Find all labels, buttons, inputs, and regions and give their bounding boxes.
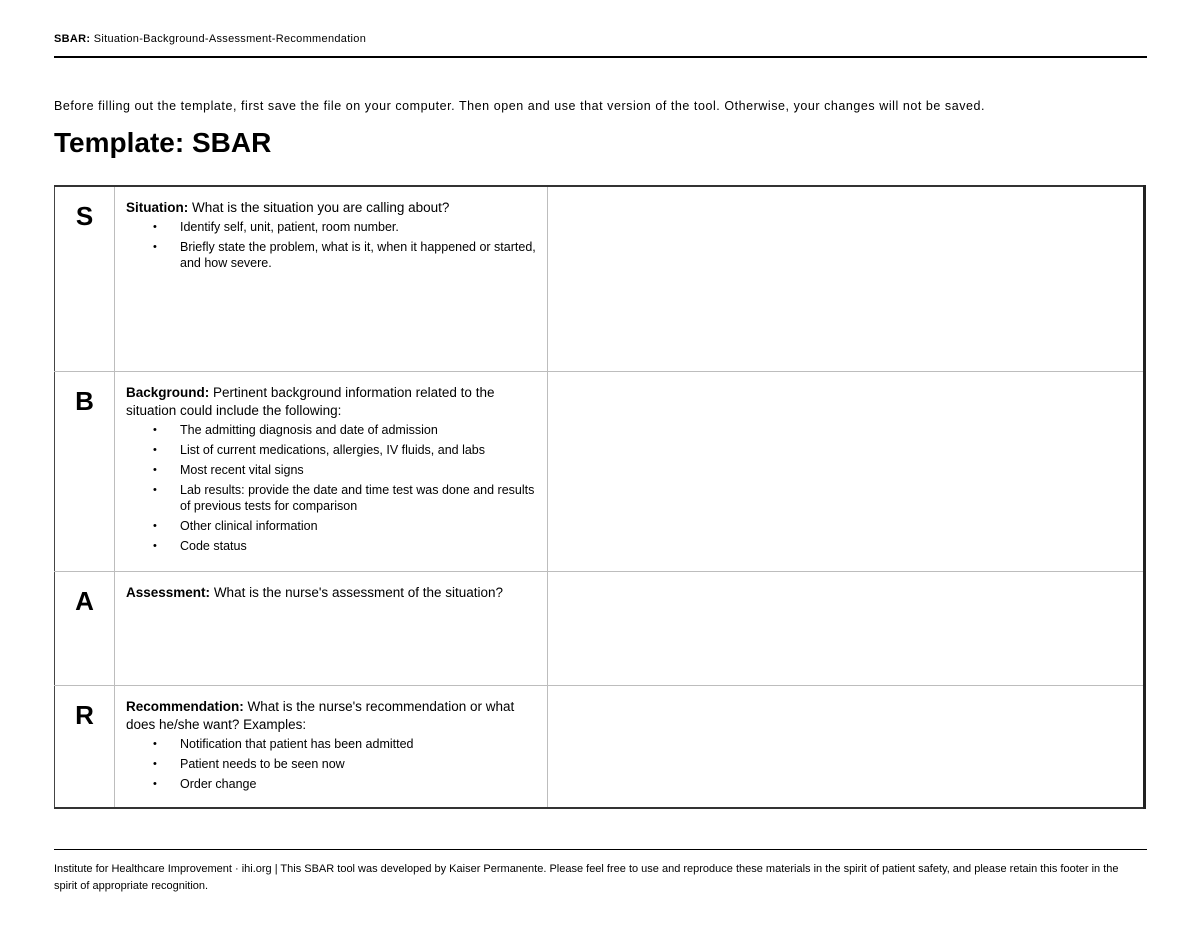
row-label: Background: bbox=[126, 384, 210, 400]
bullet-icon: • bbox=[153, 443, 157, 456]
bullet-icon: • bbox=[153, 463, 157, 476]
list-item: • Other clinical information bbox=[153, 518, 318, 533]
sbar-row-recommendation bbox=[55, 685, 1145, 808]
bullet-icon: • bbox=[153, 737, 157, 750]
row-text: Pertinent background information related to the situation could include the following: bbox=[126, 384, 495, 418]
row-letter: B bbox=[75, 385, 94, 416]
list-item: • Briefly state the problem, what is it, when it happened or started, and how severe. bbox=[153, 240, 536, 270]
row-label: Recommendation: bbox=[126, 698, 244, 714]
bullet-icon: • bbox=[153, 757, 157, 770]
page-title: Template: SBAR bbox=[54, 127, 272, 158]
description-cell bbox=[115, 371, 548, 571]
page-footer: Institute for Healthcare Improvement · ihi.org | This SBAR tool was developed by Kaiser Permanente. Please feel free to use and reproduce these materials in the spirit of patient safety, and please retain this footer in the spirit of appropriate recognition. bbox=[54, 863, 1119, 892]
bullet-icon: • bbox=[153, 777, 157, 790]
letter-cell bbox=[55, 571, 115, 685]
row-letter: S bbox=[75, 201, 94, 231]
list-item: • Code status bbox=[153, 538, 247, 553]
footer-divider bbox=[54, 849, 1147, 850]
list-item: • The admitting diagnosis and date of admission bbox=[153, 422, 438, 437]
list-item: • Identify self, unit, patient, room number. bbox=[153, 220, 399, 234]
bullet-icon: • bbox=[153, 241, 157, 253]
bullet-list bbox=[126, 219, 537, 271]
row-text: What is the situation you are calling about? bbox=[192, 200, 450, 215]
response-field-assessment[interactable] bbox=[548, 571, 1145, 685]
bullet-icon: • bbox=[153, 519, 157, 532]
row-text: What is the nurse's recommendation or what does he/she want? Examples: bbox=[126, 698, 515, 732]
letter-cell bbox=[55, 186, 115, 371]
description-cell bbox=[115, 685, 548, 808]
header-brand: SBAR: bbox=[54, 33, 91, 45]
sbar-row-background bbox=[55, 371, 1145, 571]
bullet-icon: • bbox=[153, 221, 157, 233]
page-header bbox=[54, 33, 366, 45]
sbar-row-situation bbox=[55, 186, 1145, 371]
header-subtitle: Situation-Background-Assessment-Recommendation bbox=[93, 33, 367, 45]
response-field-recommendation[interactable] bbox=[548, 685, 1145, 808]
bullet-list bbox=[126, 736, 537, 792]
intro-instructions: Before filling out the template, first save the file on your computer. Then open and use that version of the tool. Otherwise, your changes will not be saved. bbox=[54, 99, 986, 113]
list-item: • Order change bbox=[153, 776, 257, 791]
row-text: What is the nurse's assessment of the situation? bbox=[213, 584, 504, 600]
bullet-icon: • bbox=[153, 483, 157, 496]
row-label: Situation: bbox=[126, 200, 189, 215]
row-letter: R bbox=[75, 699, 94, 730]
list-item: • Lab results: provide the date and time test was done and results of previous tests for comparison bbox=[153, 482, 535, 513]
response-field-background[interactable] bbox=[548, 371, 1145, 571]
description-cell bbox=[115, 186, 548, 371]
response-field-situation[interactable] bbox=[548, 186, 1145, 371]
bullet-icon: • bbox=[153, 423, 157, 436]
list-item: • Most recent vital signs bbox=[153, 462, 304, 477]
letter-cell bbox=[55, 371, 115, 571]
row-label: Assessment: bbox=[126, 584, 211, 600]
sbar-row-assessment bbox=[55, 571, 1145, 685]
letter-cell bbox=[55, 685, 115, 808]
sbar-table bbox=[54, 185, 1146, 809]
list-item: • List of current medications, allergies, IV fluids, and labs bbox=[153, 442, 486, 457]
header-divider bbox=[54, 56, 1147, 58]
list-item: • Patient needs to be seen now bbox=[153, 756, 345, 771]
bullet-list bbox=[126, 422, 537, 554]
row-letter: A bbox=[75, 585, 94, 616]
list-item: • Notification that patient has been admitted bbox=[153, 736, 414, 751]
bullet-icon: • bbox=[153, 539, 157, 552]
description-cell bbox=[115, 571, 548, 685]
